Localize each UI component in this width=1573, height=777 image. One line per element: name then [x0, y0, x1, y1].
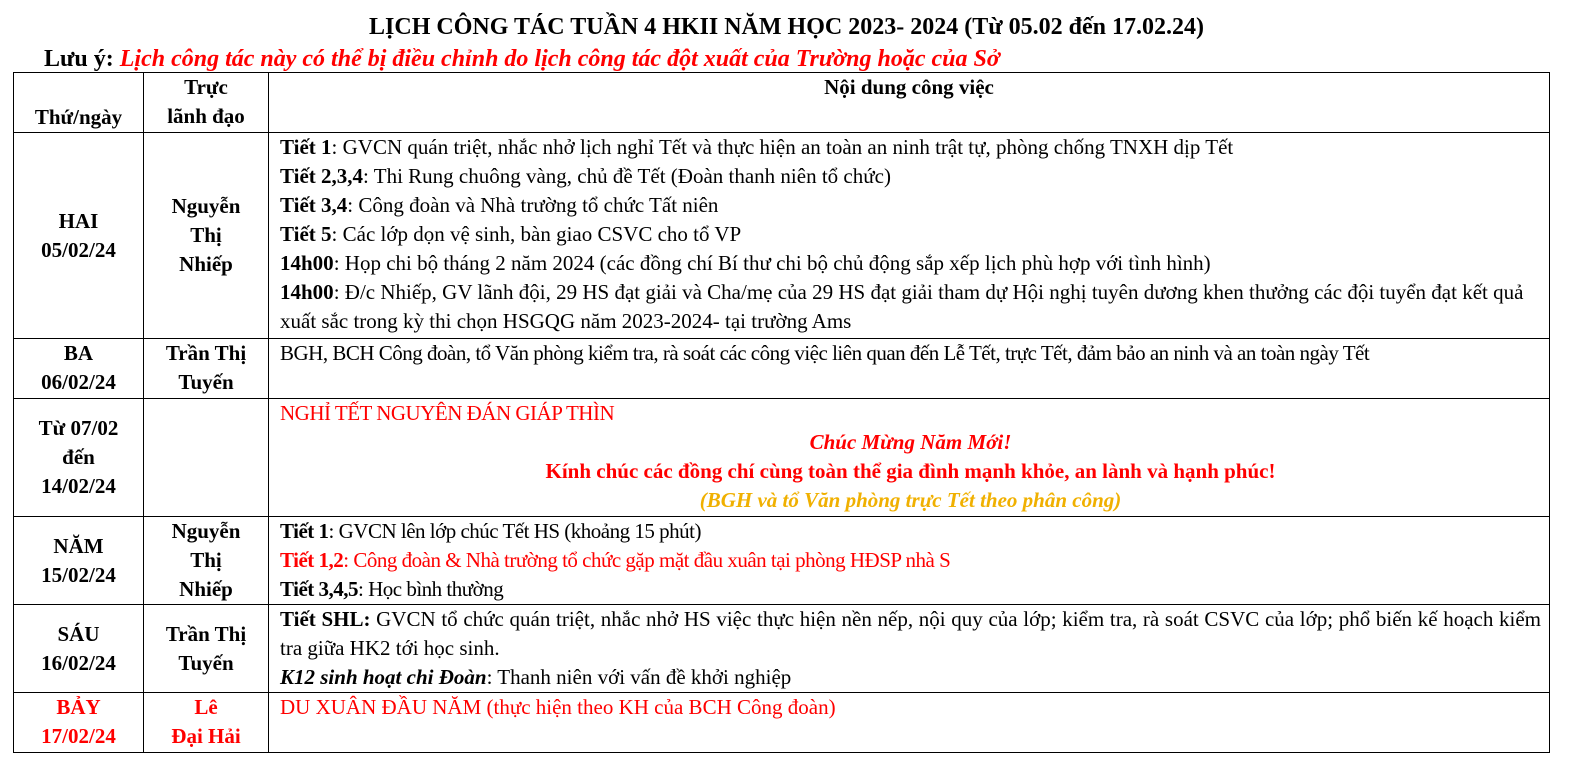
duty-text: (BGH và tổ Văn phòng trực Tết theo phân công)	[699, 488, 1122, 512]
content-cell	[269, 399, 1550, 517]
page-title: LỊCH CÔNG TÁC TUẦN 4 HKII NĂM HỌC 2023- 2024 (Từ 05.02 đến 17.02.24)	[369, 14, 1204, 40]
list-item: 14h00: Họp chi bộ tháng 2 năm 2024 (các đồng chí Bí thư chi bộ chủ động sắp xếp lịch phù hợp với tình hình)	[280, 251, 1211, 275]
list-item: Tiết 1,2: Công đoàn & Nhà trường tổ chức gặp mặt đầu xuân tại phòng HĐSP nhà S	[280, 548, 951, 572]
day-cell: HAI 05/02/24	[14, 133, 144, 339]
content-cell	[269, 133, 1550, 339]
list-item: Tiết 5: Các lớp dọn vệ sinh, bàn giao CSVC cho tổ VP	[280, 222, 742, 246]
lead-cell: Trần Thị Tuyến	[144, 605, 269, 693]
wish-text: Kính chúc các đồng chí cùng toàn thể gia đình mạnh khỏe, an lành và hạnh phúc!	[545, 459, 1276, 483]
table-row	[14, 339, 1550, 399]
table-row	[14, 693, 1550, 753]
lead-cell: Nguyễn Thị Nhiếp	[144, 133, 269, 339]
table-row	[14, 399, 1550, 517]
table-row	[14, 605, 1550, 693]
content-cell: BGH, BCH Công đoàn, tổ Văn phòng kiểm tra, rà soát các công việc liên quan đến Lễ Tết, trực Tết, đảm bảo an ninh và an toàn ngày Tết	[269, 339, 1550, 399]
day-cell: Từ 07/02 đến 14/02/24	[14, 399, 144, 517]
note-label: Lưu ý:	[44, 46, 120, 72]
table-header-row	[14, 73, 1550, 133]
header-content: Nội dung công việc	[269, 73, 1550, 133]
list-item: Tiết 3,4,5: Học bình thường	[280, 577, 504, 601]
lead-cell	[144, 399, 269, 517]
list-item: Tiết 3,4: Công đoàn và Nhà trường tổ chức Tất niên	[280, 193, 719, 217]
content-cell: DU XUÂN ĐẦU NĂM (thực hiện theo KH của BCH Công đoàn)	[269, 693, 1550, 753]
header-day: Thứ/ngày	[14, 73, 144, 133]
day-cell: NĂM 15/02/24	[14, 517, 144, 605]
day-cell: SÁU 16/02/24	[14, 605, 144, 693]
list-item: Tiết SHL: GVCN tổ chức quán triệt, nhắc nhở HS việc thực hiện nền nếp, nội quy của lớp; kiểm tra, rà soát CSVC của lớp; phổ biến kế hoạch kiểm tra giữa HK2 tới học sinh.	[280, 607, 1541, 660]
lead-cell: Trần Thị Tuyến	[144, 339, 269, 399]
schedule-table	[13, 72, 1550, 753]
list-item: Tiết 1: GVCN quán triệt, nhắc nhở lịch nghỉ Tết và thực hiện an toàn an ninh trật tự, phòng chống TNXH dịp Tết	[280, 135, 1234, 159]
lead-cell: Lê Đại Hải	[144, 693, 269, 753]
holiday-text: NGHỈ TẾT NGUYÊN ĐÁN GIÁP THÌN	[280, 401, 615, 425]
list-item: Tiết 1: GVCN lên lớp chúc Tết HS (khoảng 15 phút)	[280, 519, 701, 543]
greeting-text: Chúc Mừng Năm Mới!	[809, 430, 1012, 454]
note-text: Lịch công tác này có thể bị điều chỉnh do lịch công tác đột xuất của Trường hoặc của Sở	[119, 46, 1000, 72]
lead-cell: Nguyễn Thị Nhiếp	[144, 517, 269, 605]
day-cell: BA 06/02/24	[14, 339, 144, 399]
note-line	[44, 44, 1000, 74]
content-cell	[269, 517, 1550, 605]
day-cell: BẢY 17/02/24	[14, 693, 144, 753]
content-cell	[269, 605, 1550, 693]
list-item: 14h00: Đ/c Nhiếp, GV lãnh đội, 29 HS đạt giải và Cha/mẹ của 29 HS đạt giải tham dự Hội nghị tuyên dương khen thưởng các đội tuyển đạt kết quả xuất sắc trong kỳ thi chọn HSGQG năm 2023-2024- tại trường Ams	[280, 280, 1524, 333]
list-item: K12 sinh hoạt chi Đoàn: Thanh niên với vấn đề khởi nghiệp	[280, 665, 792, 689]
list-item: Tiết 2,3,4: Thi Rung chuông vàng, chủ đề Tết (Đoàn thanh niên tổ chức)	[280, 164, 891, 188]
table-row	[14, 517, 1550, 605]
table-row	[14, 133, 1550, 339]
header-lead: Trực lãnh đạo	[144, 73, 269, 133]
